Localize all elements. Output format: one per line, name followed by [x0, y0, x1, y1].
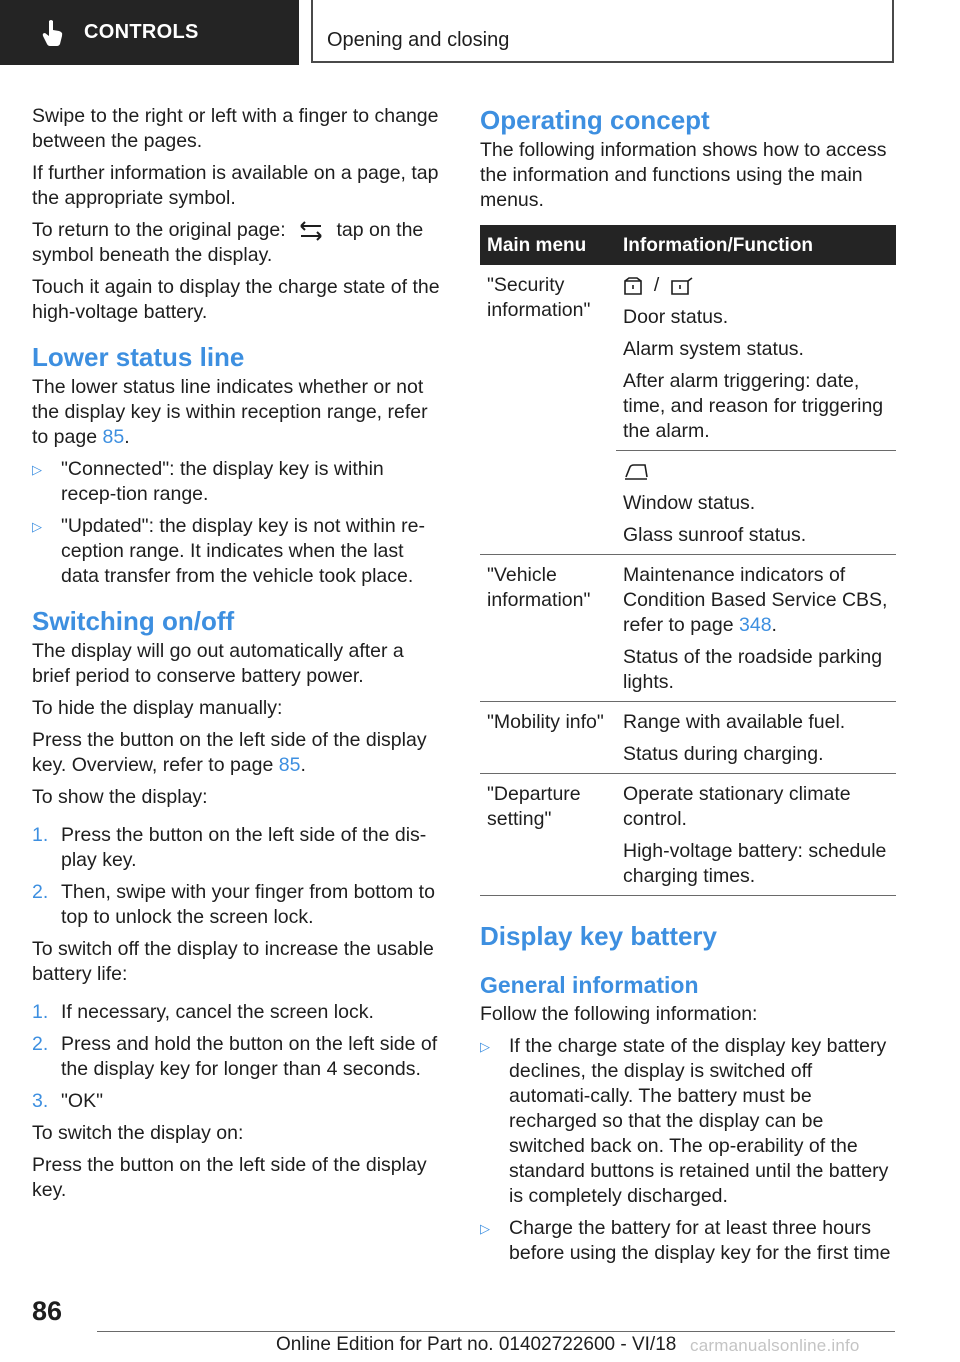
triangle-bullet-icon: ▷	[32, 519, 42, 534]
section-title: CONTROLS	[84, 21, 199, 43]
paragraph: Press the button on the left side of the display key.	[32, 1154, 427, 1201]
table-cell: "Mobility info"	[480, 702, 616, 774]
paragraph: To switch off the display to increase the usable battery life:	[32, 938, 434, 985]
main-menu-table	[480, 225, 896, 896]
table-cell: Operate stationary climate control. High-voltage battery: schedule charging times.	[616, 774, 896, 896]
paragraph: The display will go out automatically after a brief period to conserve battery power.	[32, 640, 404, 687]
door-open-icon	[670, 277, 694, 295]
triangle-bullet-icon: ▷	[32, 462, 42, 477]
table-cell: Window status. Glass sunroof status.	[616, 451, 896, 555]
edition-text: Online Edition for Part no. 01402722600 - VI/18	[276, 1334, 677, 1355]
paragraph: Press the button on the left side of the display key. Overview, refer to page 85.	[32, 729, 427, 776]
page-link[interactable]: 348	[739, 614, 772, 636]
table-cell: "Departure setting"	[480, 774, 616, 896]
left-column	[32, 104, 442, 1210]
table-header: Main menu	[480, 225, 616, 265]
heading-general-information: General information	[480, 972, 699, 998]
hand-pointer-icon	[40, 19, 66, 47]
paragraph: The following information shows how to access the information and functions using the main menus.	[480, 139, 887, 211]
paragraph: To show the display:	[32, 786, 208, 808]
paragraph: Follow the following information:	[480, 1003, 758, 1025]
heading-switching: Switching on/off	[32, 606, 235, 636]
triangle-bullet-icon: ▷	[480, 1039, 490, 1054]
window-icon	[623, 463, 649, 481]
door-closed-icon	[623, 277, 643, 295]
paragraph: To switch the display on:	[32, 1122, 244, 1144]
paragraph: Swipe to the right or left with a finger to change between the pages.	[32, 105, 439, 152]
list-item: 3. "OK"	[32, 1090, 104, 1112]
table-cell: "Vehicle information"	[480, 555, 616, 702]
list-item: ▷ "Updated": the display key is not within re-ception range. It indicates when the last data transfer from the vehicle took place.	[32, 515, 425, 587]
list-item: 1. Press the button on the left side of the dis-play key.	[32, 824, 427, 871]
chapter-title: Opening and closing	[327, 29, 510, 51]
list-item: ▷ If the charge state of the display key battery declines, the display is switched off automati-cally. The battery must be recharged so that the display can be switched back on. The op-erability of the standard buttons is retained until the battery is completely discharged.	[480, 1035, 889, 1207]
right-column	[480, 104, 896, 1273]
paragraph: If further information is available on a page, tap the appropriate symbol.	[32, 162, 439, 209]
table-cell: Maintenance indicators of Condition Based Service CBS, refer to page 348. Status of the roadside parking lights.	[616, 555, 896, 702]
list-item: ▷ "Connected": the display key is within recep-tion range.	[32, 458, 384, 505]
list-item: 2. Then, swipe with your finger from bottom to top to unlock the screen lock.	[32, 881, 435, 928]
page-link[interactable]: 85	[102, 426, 125, 448]
heading-lower-status-line: Lower status line	[32, 342, 245, 372]
table-cell: Range with available fuel. Status during charging.	[616, 702, 896, 774]
list-item: 2. Press and hold the button on the left side of the display key for longer than 4 seconds.	[32, 1033, 438, 1080]
page-link[interactable]: 85	[278, 754, 301, 776]
table-header: Information/Function	[616, 225, 896, 265]
triangle-bullet-icon: ▷	[480, 1221, 490, 1236]
paragraph: To hide the display manually:	[32, 697, 283, 719]
return-arrow-icon	[291, 221, 331, 241]
paragraph: To return to the original page: tap on the symbol beneath the display.	[32, 219, 424, 266]
table-cell: / Door status. Alarm system status. After alarm triggering: date, time, and reason for triggering the alarm.	[616, 265, 896, 451]
watermark: carmanualsonline.info	[690, 1336, 860, 1355]
list-item: 1. If necessary, cancel the screen lock.	[32, 1001, 374, 1023]
list-item: ▷ Charge the battery for at least three hours before using the display key for the first time	[480, 1217, 891, 1264]
paragraph: The lower status line indicates whether or not the display key is within reception range, refer to page 85.	[32, 376, 428, 448]
page-number: 86	[32, 1296, 63, 1326]
paragraph: Touch it again to display the charge state of the high-voltage battery.	[32, 276, 440, 323]
footer-divider	[97, 1331, 895, 1332]
section-tab	[0, 0, 299, 65]
heading-display-key-battery: Display key battery	[480, 921, 718, 951]
table-cell: "Security information"	[480, 265, 616, 555]
heading-operating-concept: Operating concept	[480, 105, 710, 135]
chapter-tab	[311, 0, 894, 63]
